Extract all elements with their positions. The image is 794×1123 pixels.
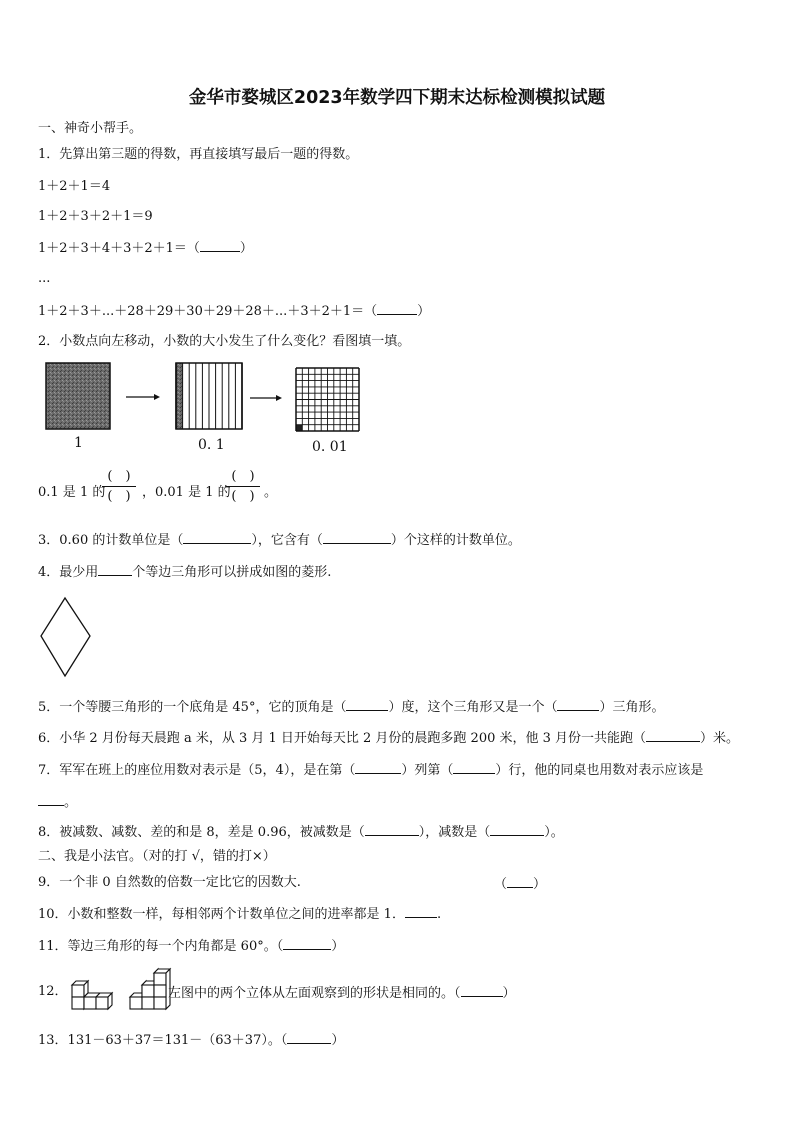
fraction-bar bbox=[102, 486, 136, 487]
q7-line bbox=[38, 762, 703, 777]
whole-square-figure bbox=[46, 363, 110, 429]
q1-line3 bbox=[38, 240, 253, 255]
q2-fill-text-2: ，0.01 是 1 的 bbox=[142, 485, 231, 500]
q9-answer-blank[interactable] bbox=[507, 876, 533, 888]
q8-text-2: ），减数是（ bbox=[418, 825, 491, 840]
q7-text-2: ）列第（ bbox=[401, 763, 454, 778]
q7-text-3: ）行，他的同桌也用数对表示应该是 bbox=[495, 763, 704, 778]
q5-text-2: ）度，这个三角形又是一个（ bbox=[388, 700, 558, 715]
q8-answer-blank-1[interactable] bbox=[365, 824, 419, 836]
q8-text-1: 8．被减数、减数、差的和是 8，差是 0.96，被减数是（ bbox=[38, 825, 365, 840]
shaded-hundredth bbox=[296, 425, 302, 431]
q7-answer-blank-3[interactable] bbox=[38, 794, 64, 806]
q5-answer-blank-1[interactable] bbox=[346, 699, 388, 711]
fraction-numerator-2[interactable]: ( ) bbox=[231, 469, 255, 484]
q1-line3-text: 1＋2＋3＋4＋3＋2＋1＝（ bbox=[38, 241, 200, 256]
q3-answer-blank-1[interactable] bbox=[183, 532, 251, 544]
hundredths-figure bbox=[296, 368, 359, 431]
q1-line2: 1＋2＋3＋2＋1＝9 bbox=[38, 209, 153, 224]
section-heading-1: 一、神奇小帮手。 bbox=[38, 121, 143, 136]
q8-line bbox=[38, 824, 564, 839]
shaded-tenth bbox=[176, 363, 183, 429]
q6-line bbox=[38, 730, 739, 745]
q5-line bbox=[38, 699, 664, 714]
q2-stem: 2．小数点向左移动，小数的大小发生了什么变化？看图填一填。 bbox=[38, 334, 411, 349]
q12-number: 12． bbox=[38, 984, 68, 999]
q7-line-2 bbox=[38, 794, 77, 809]
q12-answer-blank[interactable] bbox=[461, 985, 503, 997]
q9-open: （ bbox=[494, 877, 508, 892]
q7-end: 。 bbox=[64, 795, 78, 810]
q12-line bbox=[168, 985, 516, 1000]
q13-answer-blank[interactable] bbox=[287, 1032, 331, 1044]
q8-text-3: ）。 bbox=[544, 825, 564, 840]
q3-line bbox=[38, 532, 521, 547]
figure-label-0-01: 0. 01 bbox=[312, 439, 348, 455]
q3-answer-blank-2[interactable] bbox=[323, 532, 391, 544]
q1-answer-blank-1[interactable] bbox=[200, 240, 240, 252]
q10-end: . bbox=[436, 907, 442, 922]
q4-text-1: 4．最少用 bbox=[38, 565, 99, 580]
q1-line3-end: ） bbox=[239, 241, 253, 256]
figure-label-1: 1 bbox=[74, 435, 83, 451]
q3-text-1: 3．0.60 的计数单位是（ bbox=[38, 533, 184, 548]
q11-text: 11．等边三角形的每一个内角都是 60°。（ bbox=[38, 939, 284, 954]
q11-line bbox=[38, 938, 344, 953]
q8-answer-blank-2[interactable] bbox=[490, 824, 544, 836]
q12-close: ） bbox=[502, 986, 516, 1001]
q10-text: 10．小数和整数一样，每相邻两个计数单位之间的进率都是 1． bbox=[38, 907, 405, 922]
q6-text-2: ）米。 bbox=[700, 731, 740, 746]
q1-ellipsis: ... bbox=[38, 271, 51, 286]
cube-figures bbox=[68, 971, 168, 1011]
fraction-blank-1[interactable] bbox=[102, 470, 136, 503]
q5-text-1: 5．一个等腰三角形的一个底角是 45°，它的顶角是（ bbox=[38, 700, 347, 715]
q3-text-2: ），它含有（ bbox=[251, 533, 323, 548]
q13-text: 13．131－63＋37＝131－（63＋37）。（ bbox=[38, 1033, 288, 1048]
cube-figure-right bbox=[130, 969, 170, 1009]
page-title: 金华市婺城区2023年数学四下期末达标检测模拟试题 bbox=[188, 88, 606, 108]
cube-figure-left bbox=[72, 981, 112, 1009]
fraction-numerator-1[interactable]: ( ) bbox=[107, 469, 131, 484]
arrow-icon-2 bbox=[250, 395, 282, 401]
q1-line5 bbox=[38, 303, 430, 318]
q5-text-3: ）三角形。 bbox=[599, 700, 665, 715]
q5-answer-blank-2[interactable] bbox=[557, 699, 599, 711]
arrow-icon-1 bbox=[126, 394, 160, 400]
q3-text-3: ）个这样的计数单位。 bbox=[390, 533, 521, 548]
q11-answer-blank[interactable] bbox=[283, 938, 331, 950]
q1-line5-text: 1＋2＋3＋...＋28＋29＋30＋29＋28＋...＋3＋2＋1＝（ bbox=[38, 304, 378, 319]
figure-label-0-1: 0. 1 bbox=[198, 437, 225, 453]
tenths-figure bbox=[176, 363, 242, 429]
q12-text: 左图中的两个立体从左面观察到的形状是相同的。（ bbox=[168, 986, 461, 1001]
q11-close: ） bbox=[331, 939, 345, 954]
q9-text: 9．一个非 0 自然数的倍数一定比它的因数大. bbox=[38, 875, 301, 890]
q1-line5-end: ） bbox=[417, 304, 431, 319]
q10-answer-blank[interactable] bbox=[405, 906, 437, 918]
section-heading-2: 二、我是小法官。（对的打 √，错的打×） bbox=[38, 849, 276, 864]
q13-close: ） bbox=[331, 1033, 345, 1048]
q6-answer-blank[interactable] bbox=[646, 730, 700, 742]
q2-fill-end: 。 bbox=[264, 485, 278, 500]
q7-answer-blank-2[interactable] bbox=[453, 762, 495, 774]
q4-text-2: 个等边三角形可以拼成如图的菱形. bbox=[132, 565, 332, 580]
q1-answer-blank-2[interactable] bbox=[377, 303, 417, 315]
q2-fill-text-1: 0.1 是 1 的 bbox=[38, 485, 106, 500]
q7-text-1: 7．军军在班上的座位用数对表示是（5，4），是在第（ bbox=[38, 763, 356, 778]
rhombus-figure bbox=[38, 594, 98, 684]
q9-close: ） bbox=[533, 877, 547, 892]
q10-line bbox=[38, 906, 441, 921]
q6-text-1: 6．小华 2 月份每天晨跑 a 米，从 3 月 1 日开始每天比 2 月份的晨跑多跑 200 米，他 3 月份一共能跑（ bbox=[38, 731, 647, 746]
q4-line bbox=[38, 564, 331, 579]
q9-judgment bbox=[494, 876, 546, 891]
fraction-denominator-2[interactable]: ( ) bbox=[231, 489, 255, 504]
fraction-blank-2[interactable] bbox=[226, 470, 260, 503]
fraction-bar bbox=[226, 486, 260, 487]
q1-line1: 1＋2＋1＝4 bbox=[38, 179, 111, 194]
q13-line bbox=[38, 1032, 344, 1047]
decimal-figures bbox=[0, 355, 794, 465]
q4-answer-blank[interactable] bbox=[98, 564, 132, 576]
fraction-denominator-1[interactable]: ( ) bbox=[107, 489, 131, 504]
q1-stem: 1．先算出第三题的得数，再直接填写最后一题的得数。 bbox=[38, 147, 359, 162]
q7-answer-blank-1[interactable] bbox=[355, 762, 401, 774]
